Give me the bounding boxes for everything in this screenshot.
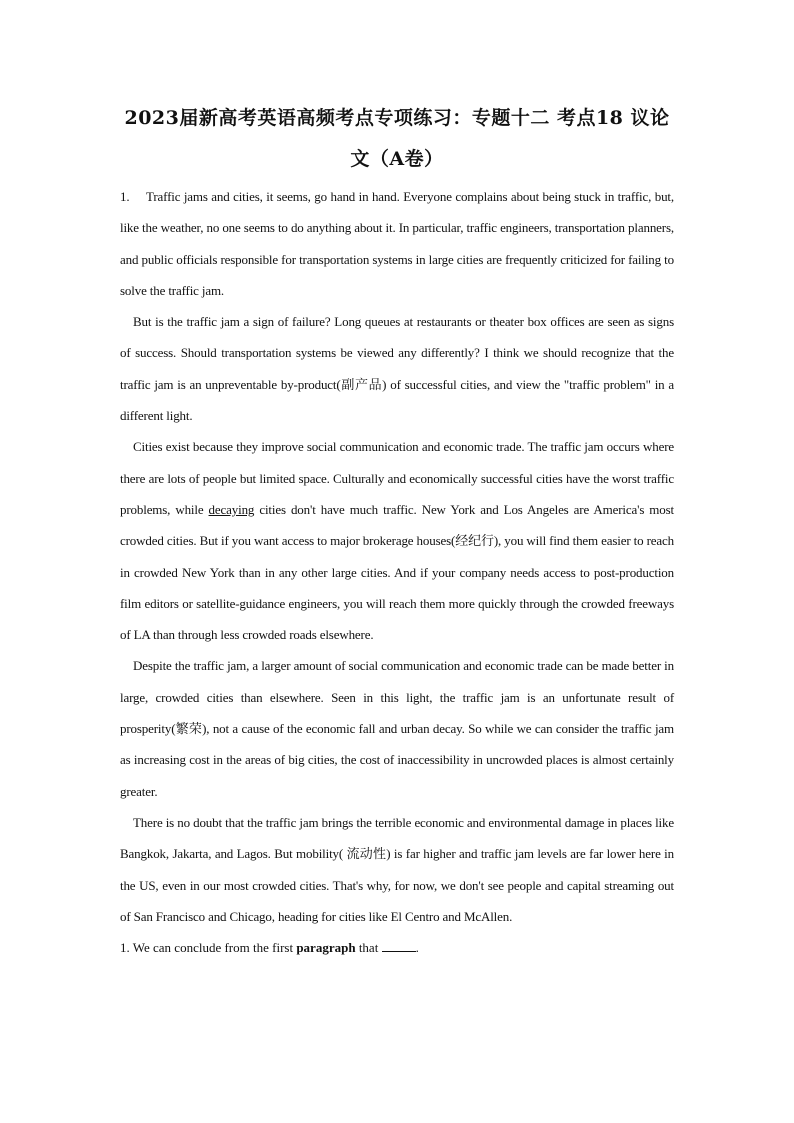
paragraph-3-text-end: cities don't have much traffic. New York and Los Angeles are America's most crowded cities. But if you want access to major brokerage houses(经纪行), you will find them easier to reach in crowded New York than in any other large cities. And if your company needs access to post-production film editors or satellite-guidance engineers, you will reach them more quickly through the crowded freeways of LA than through less crowded roads elsewhere. [120, 501, 674, 643]
passage-paragraph-3 [120, 431, 674, 650]
passage-number: 1. [120, 189, 130, 204]
answer-blank [382, 950, 416, 952]
document-page [120, 98, 674, 963]
page-title: 2023届新高考英语高频考点专项练习：专题十二 考点18 议论文（A卷） [124, 107, 670, 170]
passage-paragraph-4: Despite the traffic jam, a larger amount of social communication and economic trade can be made better in large, crowded cities than elsewhere. Seen in this light, the traffic jam is an unfortunate result of prosperity(繁荣), not a cause of the economic fall and urban decay. So while we can consider the traffic jam as increasing cost in the areas of big cities, the cost of inaccessibility in uncrowded places is almost certainly greater. [120, 658, 674, 799]
paragraph-1-text: Traffic jams and cities, it seems, go hand in hand. Everyone complains about being stuck in traffic, but, like the weather, no one seems to do anything about it. In particular, traffic engineers, transportation planners, and public officials responsible for transportation systems in large cities are frequently criticized for failing to solve the traffic jam. [120, 189, 674, 298]
question-suffix: that [355, 940, 382, 956]
passage-paragraph-5: There is no doubt that the traffic jam brings the terrible economic and environmental damage in places like Bangkok, Jakarta, and Lagos. But mobility( 流动性) is far higher and traffic jam levels are far lower here in the US, even in our most crowded cities. That's why, for now, we don't see people and capital streaming out of San Francisco and Chicago, heading for cities like El Centro and McAllen. [120, 814, 674, 924]
question-bold-word: paragraph [296, 940, 356, 956]
question-1 [120, 932, 674, 963]
paragraph-3-text-start: Cities exist because they improve social communication and economic trade. The traffic jam occurs where there are lots of people but limited space. Culturally and economically successful cities have the worst traffic problems, while [120, 439, 674, 517]
question-prefix: 1. We can conclude from the first [120, 940, 297, 956]
underlined-word: decaying [208, 501, 255, 517]
question-end: . [415, 940, 419, 956]
passage-paragraph-1 [120, 181, 674, 306]
passage-paragraph-2: But is the traffic jam a sign of failure? Long queues at restaurants or theater box offices are seen as signs of success. Should transportation systems be viewed any differently? I think we should recognize that the traffic jam is an unpreventable by-product(副产品) of successful cities, and view the "traffic problem" in a different light. [120, 314, 674, 424]
reading-passage [120, 181, 674, 932]
